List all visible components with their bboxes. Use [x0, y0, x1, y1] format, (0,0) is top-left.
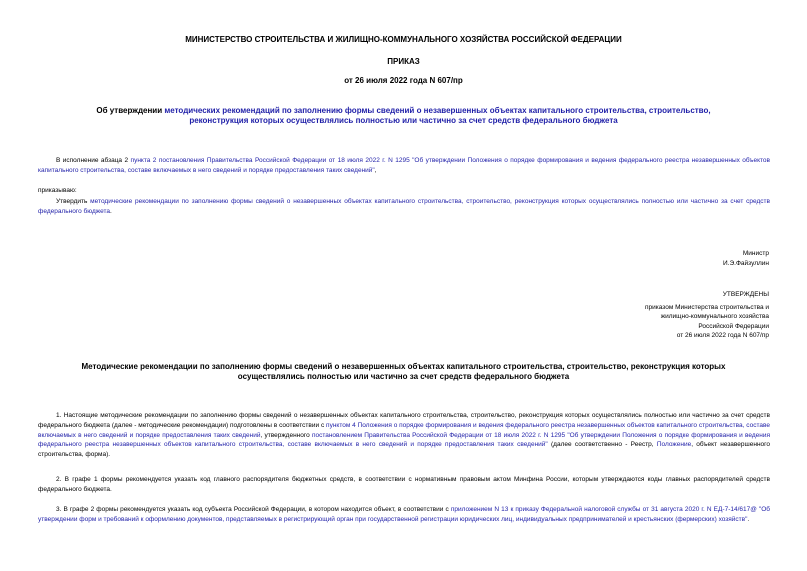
- p1-link-1[interactable]: пунктом 4 Положения о порядке формирования и ведения федерального реестра незавершенных объектов капитального строительства, составе включаемых в него сведений и порядке предоставления таких сведений: [38, 421, 771, 439]
- signature-name: И.Э.Файзуллин: [723, 259, 769, 267]
- order-text: Утвердить: [56, 198, 91, 205]
- order-label: приказываю:: [38, 187, 77, 194]
- approval-line-1: приказом Министерства строительства и: [645, 303, 769, 311]
- order-link[interactable]: методические рекомендации по заполнению формы сведений о незавершенных объектах капитального строительства, строительство, реконструкция которых осуществлялись полностью или частично за счет средств федерального бюджета: [38, 198, 770, 215]
- recommendations-title-line2: осуществлялись полностью или частично за счет средств федерального бюджета: [237, 372, 570, 381]
- p3-text-b: .: [747, 515, 750, 523]
- p1-link-3[interactable]: Положение: [656, 441, 692, 449]
- document-date-number: от 26 июля 2022 года N 607/пр: [344, 76, 463, 85]
- approval-block: [645, 290, 769, 341]
- p3-text-a: 3. В графе 2 формы рекомендуется указать код субъекта Российской Федерации, в котором находится объект, в соответствии с: [56, 506, 451, 513]
- p1-text-b: , утвержденного: [260, 431, 312, 439]
- recommendations-title: [0, 362, 807, 382]
- p1-text-d: , объект незавершенного строительства, форма).: [38, 441, 770, 459]
- document-type: ПРИКАЗ: [387, 57, 420, 66]
- approval-line-2: жилищно-коммунального хозяйства: [660, 313, 769, 321]
- approval-heading: УТВЕРЖДЕНЫ: [722, 291, 769, 298]
- order-text-end: .: [110, 207, 112, 215]
- paragraph-3: [38, 505, 770, 525]
- paragraph-1: [38, 411, 770, 460]
- signature-block: [723, 249, 769, 268]
- preamble-paragraph: [38, 156, 770, 176]
- approval-line-4: от 26 июля 2022 года N 607/пр: [676, 332, 769, 340]
- preamble-link[interactable]: пункта 2 постановления Правительства Российской Федерации от 18 июля 2022 г. N 1295 "Об утверждении Положения о порядке формирования и ведения федерального реестра незавершенных объектов капитального строительства, составе включаемых в него сведений и порядке предоставления таких сведений": [38, 157, 770, 174]
- title-link-line1[interactable]: методических рекомендаций по заполнению формы сведений о незавершенных объектах капитального строительства, строительство,: [164, 106, 711, 115]
- preamble-text: В исполнение абзаца 2: [56, 157, 131, 164]
- title-link-line2[interactable]: реконструкция которых осуществлялись полностью или частично за счет средств федерального бюджета: [189, 116, 618, 125]
- recommendations-title-line1: Методические рекомендации по заполнению формы сведений о незавершенных объектах капитального строительства, строительство, реконструкция которых: [81, 362, 726, 371]
- title-prefix: Об утверждении: [96, 106, 165, 115]
- ministry-heading: МИНИСТЕРСТВО СТРОИТЕЛЬСТВА И ЖИЛИЩНО-КОММУНАЛЬНОГО ХОЗЯЙСТВА РОССИЙСКОЙ ФЕДЕРАЦИИ: [185, 35, 622, 44]
- paragraph-2: 2. В графе 1 формы рекомендуется указать код главного распорядителя бюджетных средств, в соответствии с нормативным правовым актом Минфина России, которым утверждаются коды главных распорядителей средств федерального бюджета.: [38, 476, 770, 493]
- p1-text-a: 1. Настоящие методические рекомендации по заполнению формы сведений о незавершенных объектах капитального строительства, строительство, реконструкция которых осуществлялись полностью или частично за счет средств федерального бюджета (далее - методические рекомендации) подготовлены в соответствии с: [38, 412, 770, 429]
- document-title: [0, 106, 807, 126]
- order-paragraph: [38, 197, 770, 217]
- p1-link-2[interactable]: постановлением Правительства Российской Федерации от 18 июля 2022 г. N 1295 "Об утверждении Положения о порядке формирования и ведения федерального реестра незавершенных объектов капитального строительства, составе включаемых в него сведений и порядке предоставления таких сведений": [38, 431, 770, 449]
- p1-text-c: (далее соответственно - Реестр,: [547, 441, 657, 449]
- approval-line-3: Российской Федерации: [698, 322, 769, 330]
- p3-link[interactable]: приложением N 13 к приказу Федеральной налоговой службы от 31 августа 2020 г. N ЕД-7-14/617@ "Об утверждении форм и требований к оформлению документов, представляемых в регистрирующий орган при государственной регистрации юридических лиц, индивидуальных предпринимателей и крестьянских (фермерских) хозяйств": [38, 506, 771, 523]
- signature-position: Министр: [742, 250, 769, 257]
- preamble-text-end: ,: [374, 166, 377, 174]
